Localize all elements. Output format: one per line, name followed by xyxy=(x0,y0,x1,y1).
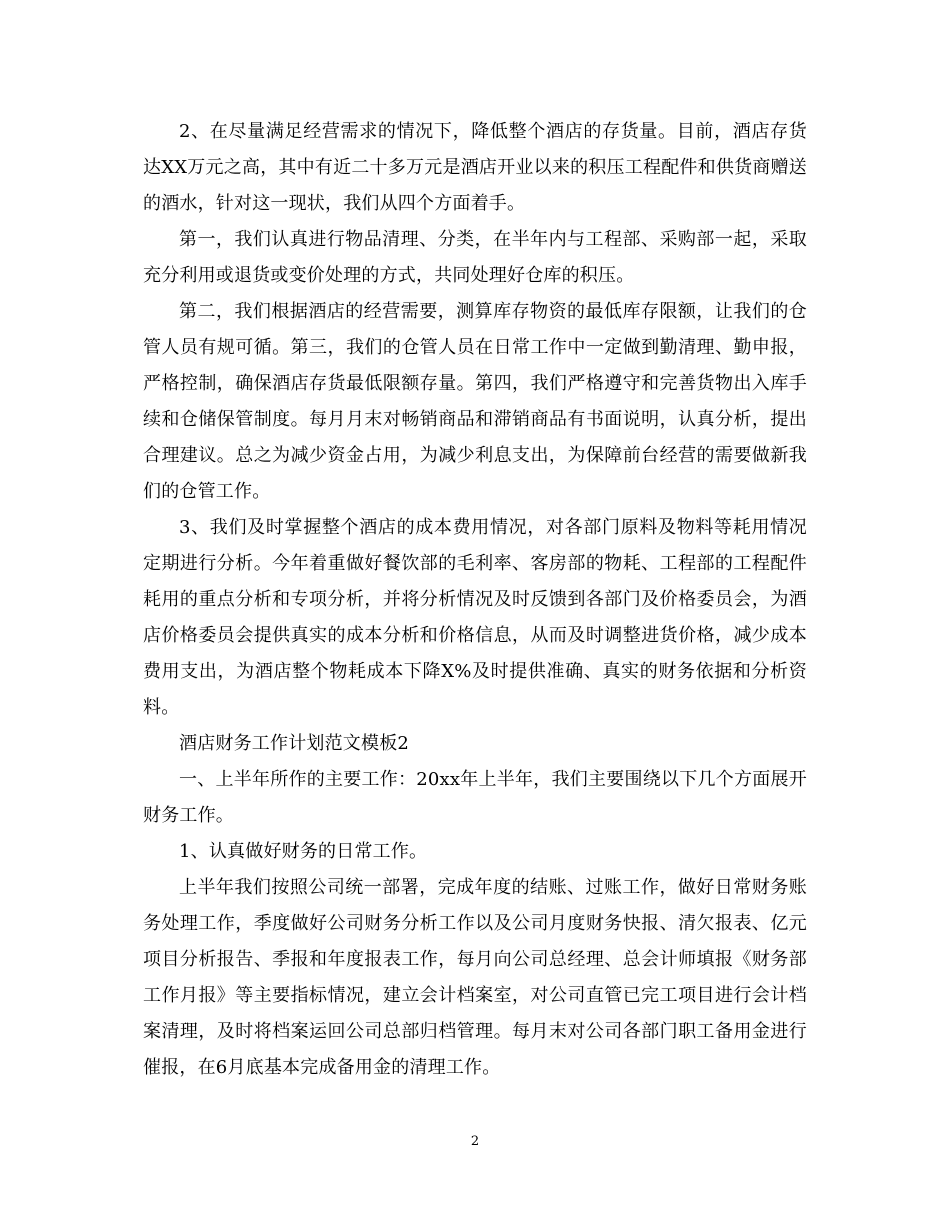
paragraph-inventory-reduction: 2、在尽量满足经营需求的情况下，降低整个酒店的存货量。目前，酒店存货达XX万元之高，其中有近二十多万元是酒店开业以来的积压工程配件和供货商赠送的酒水，针对这一现状，我们从四个方面着手。 xyxy=(143,121,807,214)
paragraph-second-to-fourth-measures: 第二，我们根据酒店的经营需要，测算库存物资的最低库存限额，让我们的仓管人员有规可循。第三，我们的仓管人员在日常工作中一定做到勤清理、勤申报，严格控制，确保酒店存货最低限额存量。第四，我们严格遵守和完善货物出入库手续和仓储保管制度。每月月末对畅销商品和滞销商品有书面说明，认真分析，提出合理建议。总之为减少资金占用，为减少利息支出，为保障前台经营的需要做新我们的仓管工作。 xyxy=(143,301,807,502)
paragraph-first-half-summary: 一、上半年所作的主要工作：20xx年上半年，我们主要围绕以下几个方面展开财务工作。 xyxy=(143,769,807,826)
document-body xyxy=(143,114,807,1086)
paragraph-daily-work-details: 上半年我们按照公司统一部署，完成年度的结账、过账工作，做好日常财务账务处理工作，季度做好公司财务分析工作以及公司月度财务快报、清欠报表、亿元项目分析报告、季报和年度报表工作，每月向公司总经理、总会计师填报《财务部工作月报》等主要指标情况，建立会计档案室，对公司直管已完工项目进行会计档案清理，及时将档案运回公司总部归档管理。每月末对公司各部门职工备用金进行催报，在6月底基本完成备用金的清理工作。 xyxy=(143,877,807,1078)
paragraph-daily-work-heading: 1、认真做好财务的日常工作。 xyxy=(179,841,428,862)
paragraph-first-measure: 第一，我们认真进行物品清理、分类，在半年内与工程部、采购部一起，采取充分利用或退货或变价处理的方式，共同处理好仓库的积压。 xyxy=(143,229,807,286)
paragraph-cost-analysis: 3、我们及时掌握整个酒店的成本费用情况，对各部门原料及物料等耗用情况定期进行分析。今年着重做好餐饮部的毛利率、客房部的物耗、工程部的工程配件耗用的重点分析和专项分析，并将分析情况及时反馈到各部门及价格委员会，为酒店价格委员会提供真实的成本分析和价格信息，从而及时调整进货价格，减少成本费用支出，为酒店整个物耗成本下降X%及时提供准确、真实的财务依据和分析资料。 xyxy=(143,517,807,718)
page-number: 2 xyxy=(470,1134,480,1149)
section-heading-template-2: 酒店财务工作计划范文模板2 xyxy=(179,733,410,754)
